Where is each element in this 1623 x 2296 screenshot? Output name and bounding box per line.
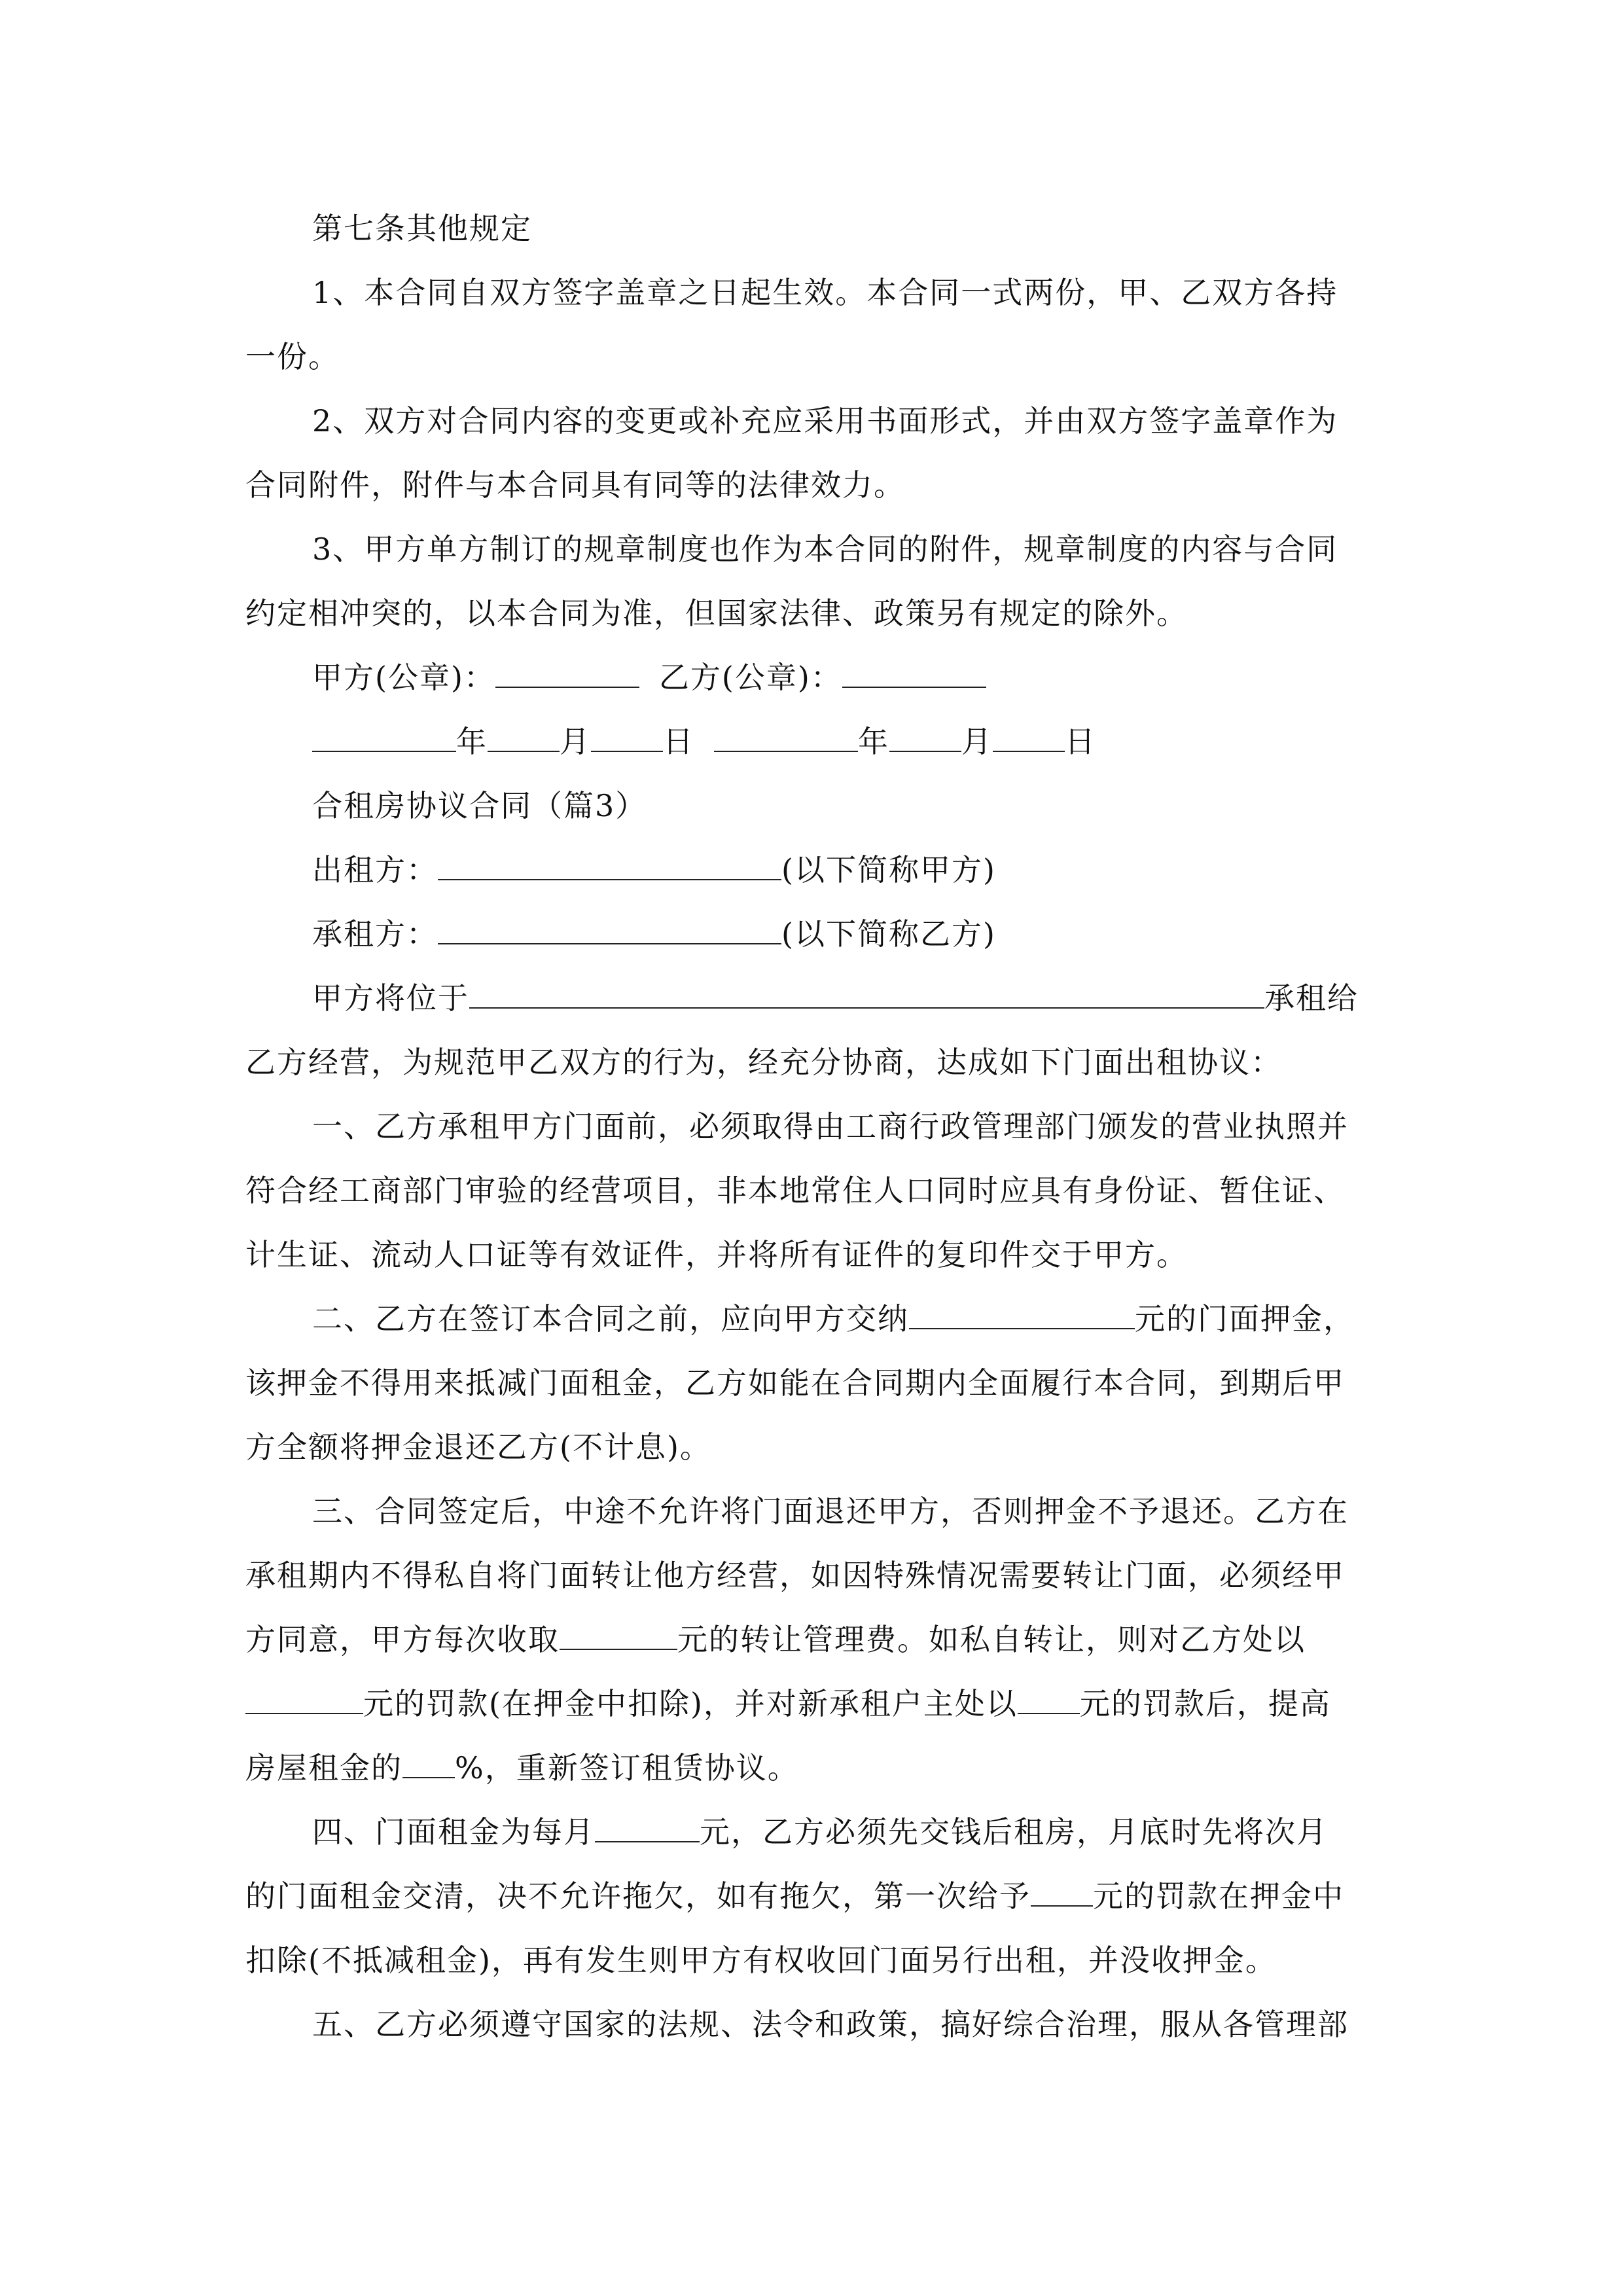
clause4-text-d: 元的罚款在押金中	[1093, 1878, 1344, 1914]
clause5-line1: 五、乙方必须遵守国家的法规、法令和政策，搞好综合治理，服从各管理部	[312, 2007, 1349, 2042]
rent-increase-percent-blank	[402, 1752, 455, 1778]
lessor-note: (以下简称甲方)	[781, 852, 996, 888]
date-month-blank-b	[889, 726, 961, 752]
date-day-blank-a	[591, 726, 663, 752]
clause1-line2: 符合经工商部门审验的经营项目，非本地常住人口同时应具有身份证、暂住证、	[245, 1173, 1345, 1208]
clause3-text-f: %，重新签订租赁协议。	[455, 1750, 799, 1785]
clause2-line3: 方全额将押金退还乙方(不计息)。	[245, 1429, 711, 1465]
clause3-line2: 承租期内不得私自将门面转让他方经营，如因特殊情况需要转让门面，必须经甲	[245, 1558, 1345, 1593]
intro-line2: 乙方经营，为规范甲乙双方的行为，经充分协商，达成如下门面出租协议：	[245, 1045, 1282, 1080]
clause4-text-a: 四、门面租金为每月	[312, 1814, 595, 1850]
article7-p2-line1: 2、双方对合同内容的变更或补充应采用书面形式，并由双方签字盖章作为	[312, 403, 1338, 439]
intro-text-a: 甲方将位于	[312, 980, 469, 1016]
lessor-label: 出租方：	[312, 852, 438, 888]
contract-page	[245, 196, 1384, 2056]
year-label: 年	[858, 724, 889, 759]
day-label: 日	[1065, 724, 1096, 759]
clause3-line5	[245, 1736, 1384, 1800]
monthly-rent-blank	[595, 1816, 700, 1842]
article7-p3-line1: 3、甲方单方制订的规章制度也作为本合同的附件，规章制度的内容与合同	[312, 531, 1338, 567]
clause1-line3: 计生证、流动人口证等有效证件，并将所有证件的复印件交于甲方。	[245, 1237, 1188, 1272]
lessee-blank	[438, 918, 781, 944]
penalty-amount-blank	[245, 1688, 363, 1714]
month-label: 月	[961, 724, 993, 759]
party-a-seal-blank	[495, 662, 639, 688]
clause3-text-b: 元的转让管理费。如私自转让，则对乙方处以	[677, 1622, 1306, 1657]
date-year-blank-b	[714, 726, 858, 752]
article7-p1-line1: 1、本合同自双方签字盖章之日起生效。本合同一式两份，甲、乙双方各持	[312, 275, 1338, 310]
clause2-line2: 该押金不得用来抵减门面租金，乙方如能在合同期内全面履行本合同，到期后甲	[245, 1365, 1345, 1401]
party-b-seal-blank	[842, 662, 986, 688]
date-line	[245, 709, 1384, 774]
lessee-label: 承租方：	[312, 916, 438, 952]
lessor-blank	[438, 854, 781, 880]
clause2-text-a: 二、乙方在签订本合同之前，应向甲方交纳	[312, 1301, 909, 1336]
article7-title: 第七条其他规定	[312, 211, 532, 246]
clause2-text-b: 元的门面押金，	[1135, 1301, 1355, 1336]
article7-p1-line2: 一份。	[245, 339, 340, 374]
date-month-blank-a	[488, 726, 560, 752]
clause4-text-c: 的门面租金交清，决不允许拖欠，如有拖欠，第一次给予	[245, 1878, 1031, 1914]
clause1-line1: 一、乙方承租甲方门面前，必须取得由工商行政管理部门颁发的营业执照并	[312, 1109, 1349, 1144]
clause4-line2	[245, 1864, 1384, 1928]
lessor-line	[245, 838, 1384, 902]
deposit-amount-blank	[909, 1303, 1135, 1329]
signature-line	[245, 645, 1384, 709]
intro-text-b: 承租给	[1264, 980, 1359, 1016]
lessee-line	[245, 902, 1384, 966]
party-b-seal-label: 乙方(公章)：	[658, 660, 842, 695]
article7-p3-line2: 约定相冲突的，以本合同为准，但国家法律、政策另有规定的除外。	[245, 596, 1188, 631]
transfer-fee-blank	[560, 1624, 677, 1650]
clause2-line1	[245, 1287, 1384, 1351]
clause3-line3	[245, 1607, 1384, 1672]
year-label: 年	[456, 724, 488, 759]
clause3-text-e: 房屋租金的	[245, 1750, 402, 1785]
clause3-text-a: 方同意，甲方每次收取	[245, 1622, 560, 1657]
clause4-text-b: 元，乙方必须先交钱后租房，月底时先将次月	[700, 1814, 1328, 1850]
lessee-note: (以下简称乙方)	[781, 916, 996, 952]
clause4-line3: 扣除(不抵减租金)，再有发生则甲方有权收回门面另行出租，并没收押金。	[245, 1943, 1277, 1978]
new-tenant-penalty-blank	[1018, 1688, 1080, 1714]
date-day-blank-b	[993, 726, 1065, 752]
article7-p2-line2: 合同附件，附件与本合同具有同等的法律效力。	[245, 467, 905, 503]
month-label: 月	[560, 724, 591, 759]
clause3-text-d: 元的罚款后，提高	[1079, 1686, 1331, 1721]
day-label: 日	[663, 724, 694, 759]
clause3-text-c: 元的罚款(在押金中扣除)，并对新承租户主处以	[363, 1686, 1018, 1721]
clause3-line1: 三、合同签定后，中途不允许将门面退还甲方，否则押金不予退还。乙方在	[312, 1494, 1349, 1529]
clause4-line1	[245, 1800, 1384, 1864]
intro-line1	[245, 966, 1384, 1030]
first-arrears-penalty-blank	[1031, 1880, 1093, 1907]
contract3-title: 合租房协议合同（篇3）	[312, 788, 647, 823]
party-a-seal-label: 甲方(公章)：	[312, 660, 495, 695]
premises-location-blank	[469, 982, 1264, 1009]
date-year-blank-a	[312, 726, 456, 752]
clause3-line4	[245, 1672, 1384, 1736]
